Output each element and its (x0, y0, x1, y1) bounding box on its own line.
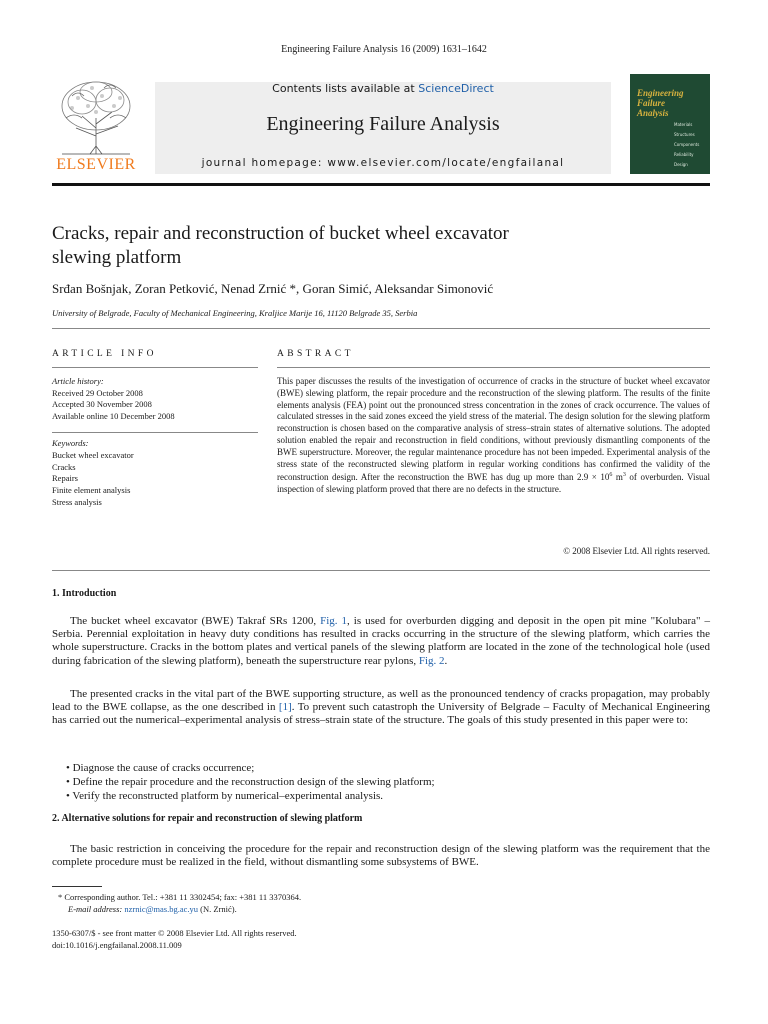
journal-banner (155, 82, 611, 174)
cover-title-line1: Engineering (637, 88, 684, 98)
history-item: Received 29 October 2008 (52, 387, 143, 398)
article-info-heading: ARTICLE INFO (52, 349, 157, 359)
section-heading-introduction: 1. Introduction (52, 588, 117, 599)
author-list: Srđan Bošnjak, Zoran Petković, Nenad Zrnić *, Goran Simić, Aleksandar Simonović (52, 281, 494, 296)
footnote-rule (52, 886, 102, 887)
running-header: Engineering Failure Analysis 16 (2009) 1631–1642 (281, 44, 487, 55)
history-item: Available online 10 December 2008 (52, 411, 175, 422)
contents-line (155, 82, 611, 95)
keyword-item: Repairs (52, 473, 78, 484)
elsevier-wordmark: ELSEVIER (56, 156, 136, 173)
keyword-item: Stress analysis (52, 496, 102, 507)
paper-title-line1: Cracks, repair and reconstruction of bucket wheel excavator (52, 223, 509, 244)
abstract-rule (277, 367, 710, 368)
contents-prefix: Contents lists available at (272, 82, 419, 95)
keywords-label: Keywords: (52, 438, 89, 448)
cover-title-line2: Failure (637, 98, 666, 108)
issn-doi-block (52, 928, 297, 951)
cover-item: Reliability (674, 152, 694, 157)
keyword-item: Bucket wheel excavator (52, 449, 134, 460)
sciencedirect-link[interactable]: ScienceDirect (418, 82, 494, 95)
list-item: • Diagnose the cause of cracks occurrence; (66, 762, 255, 774)
body-paragraph: The bucket wheel excavator (BWE) Takraf SRs 1200, Fig. 1, is used for overburden digging and deposit in the open pit mine "Kolubara" – Serbia. Perennial exploitation in heavy duty conditions has resulted in cracks occurring in the structure of the slewing platform, which carries the whole superstructure. Cracks in the bottom plates and vertical panels of the slewing platform are located in the zone of the technological hole (used during fabrication of the slewing platform), beneath the superstructure rear pylons, Fig. 2. (52, 615, 710, 667)
article-info-rule (52, 367, 258, 368)
list-item: • Define the repair procedure and the reconstruction design of the slewing platform; (66, 776, 435, 788)
keyword-item: Cracks (52, 461, 76, 472)
header-rule (52, 183, 710, 186)
cover-title-line3: Analysis (637, 108, 669, 118)
issn-line: 1350-6307/$ - see front matter © 2008 Elsevier Ltd. All rights reserved. (52, 928, 297, 938)
abstract-heading: ABSTRACT (277, 349, 354, 359)
affiliation-rule (52, 328, 710, 329)
keywords (52, 438, 134, 509)
goals-list (66, 761, 435, 803)
cover-item: Components (674, 142, 700, 147)
footnote-email: E-mail address: nzrnic@mas.bg.ac.yu (N. Zrnić). (68, 904, 237, 914)
abstract-bottom-rule (52, 570, 710, 571)
fig2-link[interactable]: Fig. 2 (418, 654, 445, 667)
journal-title: Engineering Failure Analysis (266, 113, 500, 135)
cover-item: Materials (674, 122, 693, 127)
paper-title (52, 222, 632, 270)
cover-item: Structures (674, 132, 695, 137)
reference-link[interactable]: [1] (278, 701, 292, 714)
cover-item: Design (674, 162, 688, 167)
history-label: Article history: (52, 376, 104, 386)
footnote-corresponding-author: * Corresponding author. Tel.: +381 11 3302454; fax: +381 11 3370364. (58, 892, 302, 902)
elsevier-tree-icon (52, 78, 140, 156)
journal-cover (630, 74, 710, 174)
history-item: Accepted 30 November 2008 (52, 399, 152, 410)
journal-homepage[interactable]: journal homepage: www.elsevier.com/locate/engfailanal (201, 157, 565, 169)
section-heading-alternative-solutions: 2. Alternative solutions for repair and reconstruction of slewing platform (52, 813, 363, 824)
list-item: • Verify the reconstructed platform by numerical–experimental analysis. (66, 790, 384, 802)
email-link[interactable]: nzrnic@mas.bg.ac.yu (124, 904, 199, 914)
keyword-item: Finite element analysis (52, 485, 131, 496)
body-paragraph: The presented cracks in the vital part of the BWE supporting structure, as well as the pronounced tendency of cracks propagation, may probably lead to the BWE collapse, as the one described in [1]. To prevent such catastroph the University of Belgrade – Faculty of Mechanical Engineering has carried out the numerical–experimental analysis of stress–strain state of the structure. The goals of this study presented in this paper were to: (52, 688, 710, 727)
article-history (52, 376, 175, 423)
elsevier-logo (52, 78, 140, 174)
body-paragraph: The basic restriction in conceiving the procedure for the repair and reconstruction design of the slewing platform was the requirement that the complete procedure must be realized in the field, without dismantling some subsystems of BWE. (52, 843, 710, 869)
doi-line[interactable]: doi:10.1016/j.engfailanal.2008.11.009 (52, 939, 182, 950)
paper-title-line2: slewing platform (52, 247, 182, 268)
affiliation: University of Belgrade, Faculty of Mechanical Engineering, Kraljice Marije 16, 11120 Belgrade 35, Serbia (52, 308, 418, 318)
history-rule (52, 432, 258, 433)
abstract-text: This paper discusses the results of the investigation of occurrence of cracks in the structure of bucket wheel excavator (BWE) slewing platform, the repair procedure and the reconstruction of the slewing platform. The results of the finite elements analysis (FEA) point out the pronounced stress concentration in the zones of crack occurrence. The values of calculated stresses in the said zones exceed the yield stress of the material. The design solution for the slewing platform reconstruction is chosen based on the comparative analysis of stress–strain states of alternative solutions. The adopted solution enabled the repair and reconstruction in field conditions, without previously dismantling components of the BWE superstructure. Moreover, the regular maintenance procedure has not been impeded. Experimental analysis of the stress state of the reconstructed slewing platform in regular working conditions has confirmed the validity of the reconstruction design. After the reconstruction the BWE has dug up more than $2.9 \times 10^6$ $m^3$ of overburden. Visual inspection of slewing platform proved that there are no defects in the structure. (277, 376, 710, 495)
abstract-copyright: © 2008 Elsevier Ltd. All rights reserved. (563, 546, 710, 556)
fig1-link[interactable]: Fig. 1 (320, 615, 348, 627)
